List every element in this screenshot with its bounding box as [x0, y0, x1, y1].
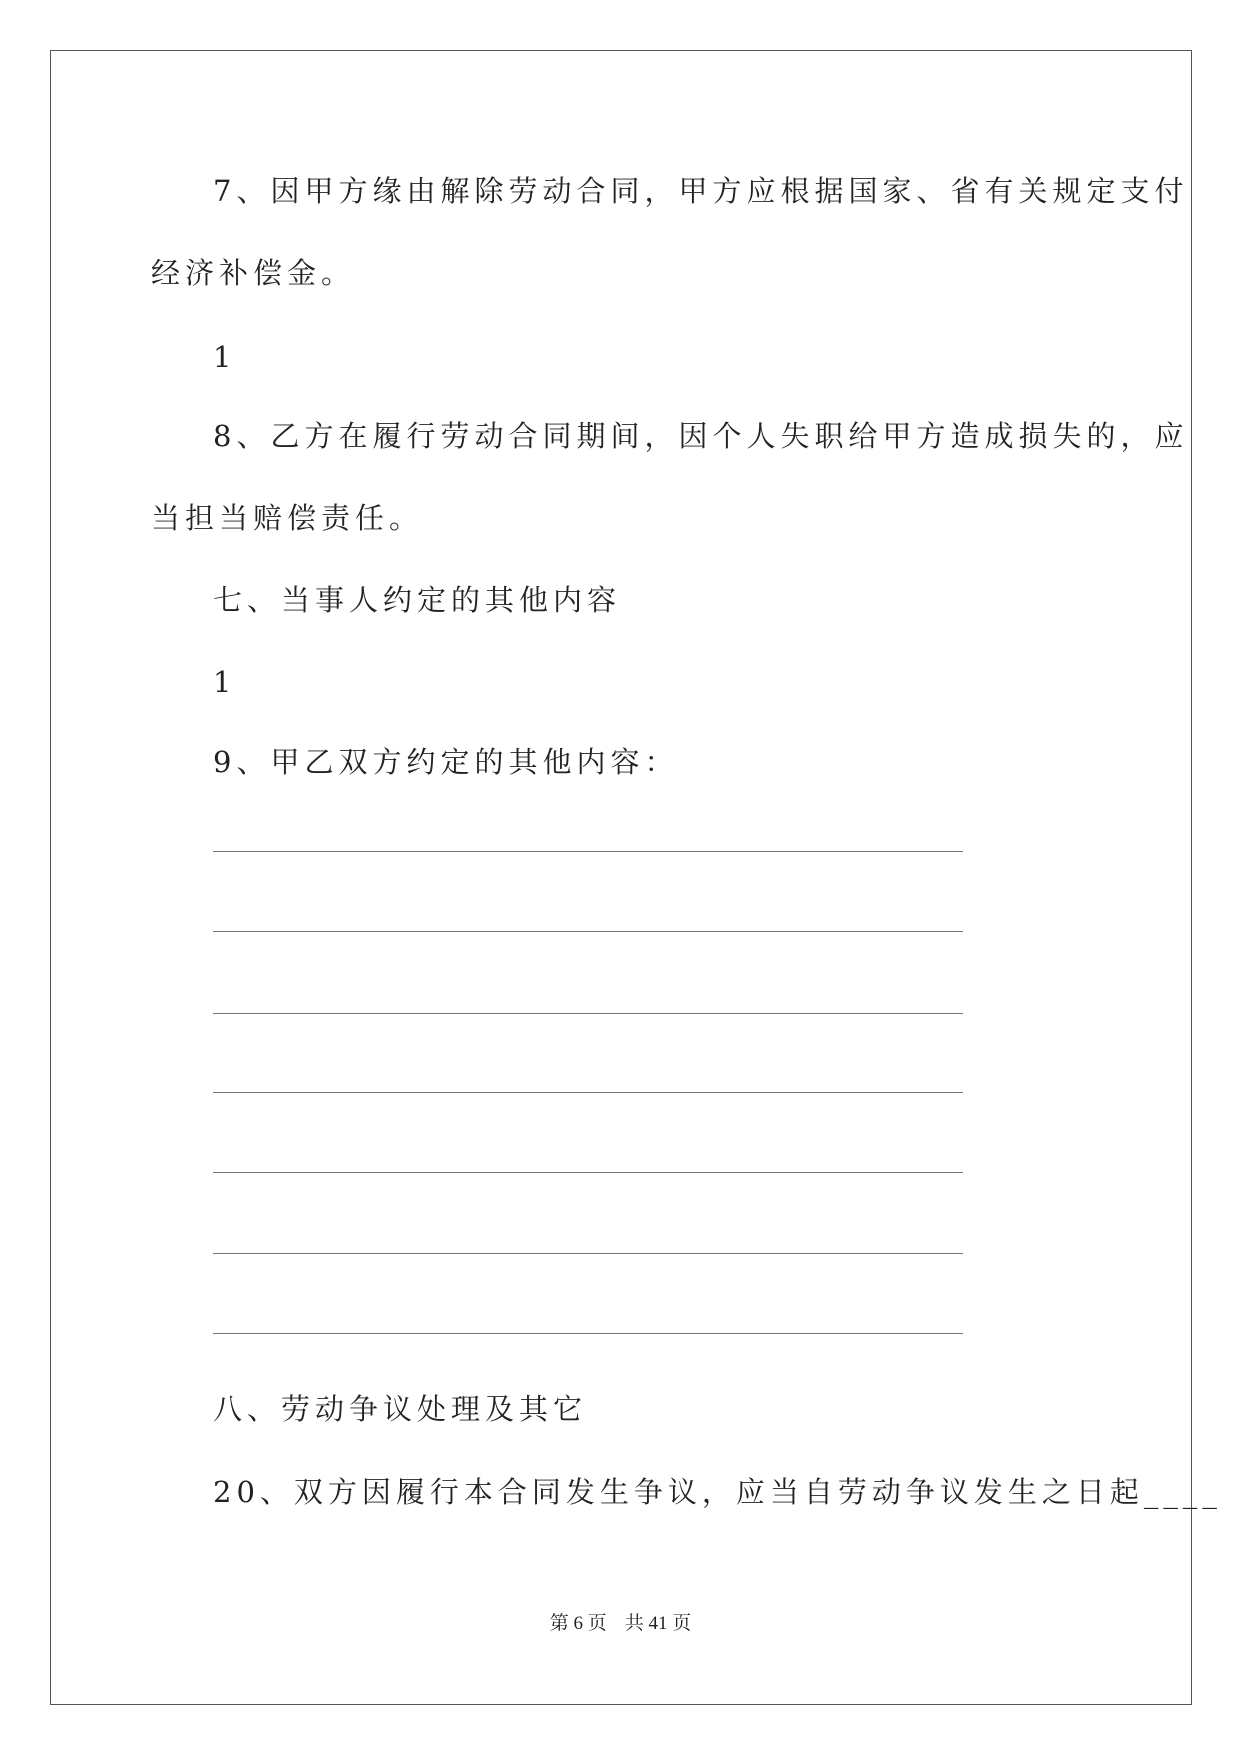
- numbered-marker: 1: [213, 340, 237, 374]
- clause-7-line-1: 7、因甲方缘由解除劳动合同，甲方应根据国家、省有关规定支付: [213, 174, 1189, 208]
- blank-fill-line: [213, 1013, 963, 1014]
- section-7-heading: 七、当事人约定的其他内容: [213, 583, 622, 617]
- blank-fill-line: [213, 1333, 963, 1334]
- clause-8-line-2: 当担当赔偿责任。: [151, 501, 424, 535]
- blank-fill-line: [213, 851, 963, 852]
- clause-7-line-2: 经济补偿金。: [151, 256, 356, 290]
- blank-fill-line: [213, 1172, 963, 1173]
- current-page-label: 第 6 页: [549, 1613, 607, 1634]
- numbered-marker: 1: [213, 665, 237, 699]
- page-border: [50, 50, 1192, 1705]
- blank-fill-line: [213, 1092, 963, 1093]
- blank-fill-line: [213, 931, 963, 932]
- clause-20-line: 20、双方因履行本合同发生争议，应当自劳动争议发生之日起____: [213, 1475, 1222, 1509]
- blank-fill-line: [213, 1253, 963, 1254]
- section-8-heading: 八、劳动争议处理及其它: [213, 1392, 588, 1426]
- total-pages-label: 共 41 页: [624, 1613, 692, 1634]
- page-footer: [0, 1612, 1241, 1636]
- clause-9-line: 9、甲乙双方约定的其他内容：: [213, 745, 679, 779]
- clause-8-line-1: 8、乙方在履行劳动合同期间，因个人失职给甲方造成损失的，应: [213, 419, 1189, 453]
